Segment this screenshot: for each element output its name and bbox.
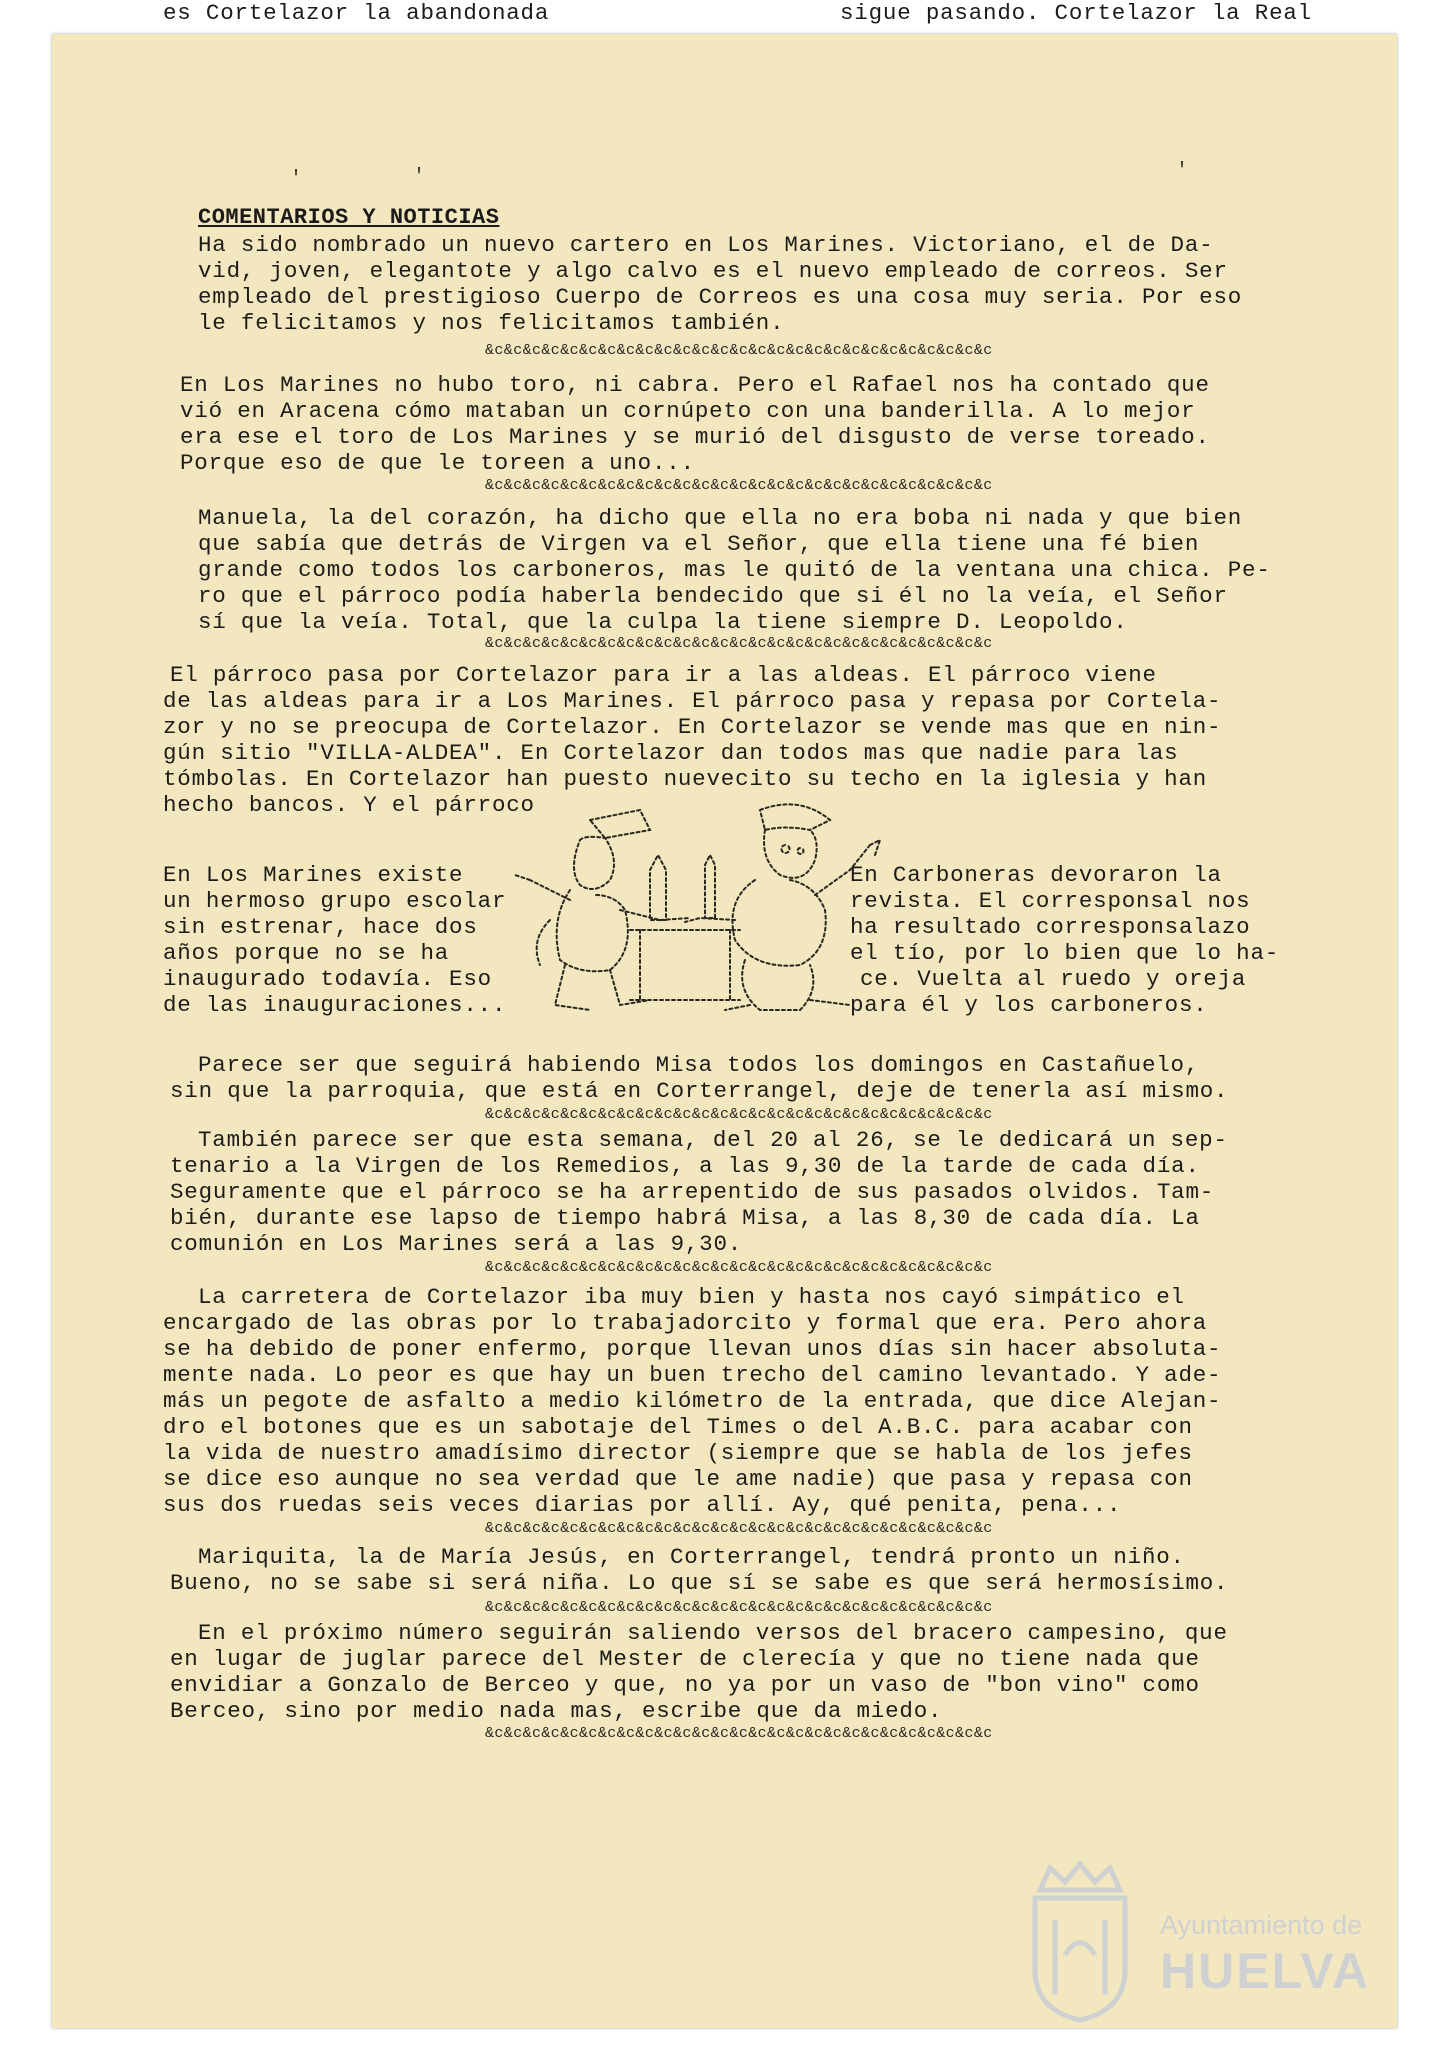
text-line: grande como todos los carboneros, mas le quitó de la ventana una chica. Pe- (198, 557, 1271, 583)
text-line: sus dos ruedas seis veces diarias por allí. Ay, qué penita, pena... (163, 1492, 1122, 1518)
text-line: Manuela, la del corazón, ha dicho que ella no era boba ni nada y que bien (198, 505, 1243, 531)
text-line: En Carboneras devoraron la (850, 862, 1222, 888)
text-line: se dice eso aunque no sea verdad que le ame nadie) que pasa y repasa con (163, 1466, 1193, 1492)
text-line: En el próximo número seguirán saliendo versos del bracero campesino, que (198, 1620, 1228, 1646)
separator-line: &c&c&c&c&c&c&c&c&c&c&c&c&c&c&c&c&c&c&c&c&c&c&c&c&c&c&c (485, 1259, 993, 1276)
text-line: hecho bancos. Y el párroco (163, 792, 535, 818)
text-line: En Los Marines existe (163, 862, 464, 888)
separator-line: &c&c&c&c&c&c&c&c&c&c&c&c&c&c&c&c&c&c&c&c&c&c&c&c&c&c&c (485, 477, 993, 494)
text-line: Bueno, no se sabe si será niña. Lo que sí se sabe es que será hermosísimo. (170, 1570, 1229, 1596)
text-line: dro el botones que es un sabotaje del Times o del A.B.C. para acabar con (163, 1414, 1193, 1440)
text-line: sí que la veía. Total, que la culpa la tiene siempre D. Leopoldo. (198, 609, 1128, 635)
text-line: El párroco pasa por Cortelazor para ir a las aldeas. El párroco viene (170, 662, 1157, 688)
text-line: más un pegote de asfalto a medio kilómetro de la entrada, que dice Alejan- (163, 1388, 1222, 1414)
watermark-line1: Ayuntamiento de (1160, 1910, 1363, 1940)
ayuntamiento-huelva-watermark (1020, 1860, 1380, 2025)
text-line: La carretera de Cortelazor iba muy bien y hasta nos cayó simpático el (198, 1284, 1185, 1310)
text-line: Ha sido nombrado un nuevo cartero en Los Marines. Victoriano, el de Da- (198, 232, 1214, 258)
text-line: envidiar a Gonzalo de Berceo y que, no ya por un vaso de "bon vino" como (170, 1672, 1200, 1698)
text-line: vió en Aracena cómo mataban un cornúpeto con una banderilla. A lo mejor (180, 398, 1196, 424)
separator-line: &c&c&c&c&c&c&c&c&c&c&c&c&c&c&c&c&c&c&c&c&c&c&c&c&c&c&c (485, 635, 993, 652)
text-line: en lugar de juglar parece del Mester de clerecía y que no tiene nada que (170, 1646, 1200, 1672)
text-line: comunión en Los Marines será a las 9,30. (170, 1231, 743, 1257)
text-line: tenario a la Virgen de los Remedios, a las 9,30 de la tarde de cada día. (170, 1153, 1200, 1179)
text-line: de las aldeas para ir a Los Marines. El párroco pasa y repasa por Cortela- (163, 688, 1222, 714)
text-line: Porque eso de que le toreen a uno... (180, 450, 695, 476)
text-line: la vida de nuestro amadísimo director (siempre que se habla de los jefes (163, 1440, 1193, 1466)
text-line: Parece ser que seguirá habiendo Misa todos los domingos en Castañuelo, (198, 1052, 1200, 1078)
text-line: bién, durante ese lapso de tiempo habrá Misa, a las 8,30 de cada día. La (170, 1205, 1200, 1231)
text-line: es Cortelazor la abandonada (163, 0, 550, 26)
text-line: ce. Vuelta al ruedo y oreja (860, 966, 1247, 992)
text-line: se ha debido de poner enfermo, porque llevan unos días sin hacer absoluta- (163, 1336, 1222, 1362)
text-line: encargado de las obras por lo trabajadorcito y formal que era. Pero ahora (163, 1310, 1208, 1336)
text-line: gún sitio "VILLA-ALDEA". En Cortelazor dan todos mas que nadie para las (163, 740, 1179, 766)
text-line: También parece ser que esta semana, del 20 al 26, se le dedicará un sep- (198, 1127, 1228, 1153)
separator-line: &c&c&c&c&c&c&c&c&c&c&c&c&c&c&c&c&c&c&c&c&c&c&c&c&c&c&c (485, 1106, 993, 1123)
text-line: de las inauguraciones... (163, 992, 507, 1018)
text-line: Mariquita, la de María Jesús, en Corterrangel, tendrá pronto un niño. (198, 1544, 1185, 1570)
text-line: zor y no se preocupa de Cortelazor. En Cortelazor se vende mas que en nin- (163, 714, 1222, 740)
separator-line: &c&c&c&c&c&c&c&c&c&c&c&c&c&c&c&c&c&c&c&c&c&c&c&c&c&c&c (485, 342, 993, 359)
separator-line: &c&c&c&c&c&c&c&c&c&c&c&c&c&c&c&c&c&c&c&c&c&c&c&c&c&c&c (485, 1599, 993, 1616)
text-line: un hermoso grupo escolar (163, 888, 507, 914)
text-line: sin estrenar, hace dos (163, 914, 478, 940)
text-line: que sabía que detrás de Virgen va el Señor, que ella tiene una fé bien (198, 531, 1200, 557)
text-line: Berceo, sino por medio nada mas, escribe que da miedo. (170, 1698, 943, 1724)
text-line: ro que el párroco podía haberla bendecido que si él no la veía, el Señor (198, 583, 1228, 609)
text-line: Seguramente que el párroco se ha arrepentido de sus pasados olvidos. Tam- (170, 1179, 1215, 1205)
text-line: mente nada. Lo peor es que hay un buen trecho del camino levantado. Y ade- (163, 1362, 1222, 1388)
text-line: empleado del prestigioso Cuerpo de Correos es una cosa muy seria. Por eso (198, 284, 1243, 310)
text-line: ha resultado corresponsalazo (850, 914, 1251, 940)
punch-mark: ' (1176, 160, 1189, 183)
text-line: sin que la parroquia, que está en Corterrangel, deje de tenerla así mismo. (170, 1078, 1229, 1104)
text-line: inaugurado todavía. Eso (163, 966, 492, 992)
separator-line: &c&c&c&c&c&c&c&c&c&c&c&c&c&c&c&c&c&c&c&c&c&c&c&c&c&c&c (485, 1520, 993, 1537)
text-line: para él y los carboneros. (850, 992, 1208, 1018)
punch-mark: ' (413, 166, 426, 189)
text-line: sigue pasando. Cortelazor la Real (840, 0, 1312, 26)
text-line: tómbolas. En Cortelazor han puesto nuevecito su techo en la iglesia y han (163, 766, 1208, 792)
page-heading: COMENTARIOS Y NOTICIAS (198, 205, 500, 230)
text-line: era ese el toro de Los Marines y se murió del disgusto de verse toreado. (180, 424, 1210, 450)
separator-line: &c&c&c&c&c&c&c&c&c&c&c&c&c&c&c&c&c&c&c&c&c&c&c&c&c&c&c (485, 1725, 993, 1742)
text-line: le felicitamos y nos felicitamos también. (198, 310, 785, 336)
coat-of-arms-icon (1020, 1860, 1140, 2025)
text-line: años porque no se ha (163, 940, 450, 966)
text-line: revista. El corresponsal nos (850, 888, 1251, 914)
text-line: el tío, por lo bien que lo ha- (850, 940, 1280, 966)
watermark-line2: HUELVA (1160, 1943, 1371, 1999)
text-line: En Los Marines no hubo toro, ni cabra. Pero el Rafael nos ha contado que (180, 372, 1210, 398)
text-line: vid, joven, elegantote y algo calvo es el nuevo empleado de correos. Ser (198, 258, 1228, 284)
punch-mark: ' (290, 168, 303, 191)
cartoon-illustration (510, 800, 915, 1025)
